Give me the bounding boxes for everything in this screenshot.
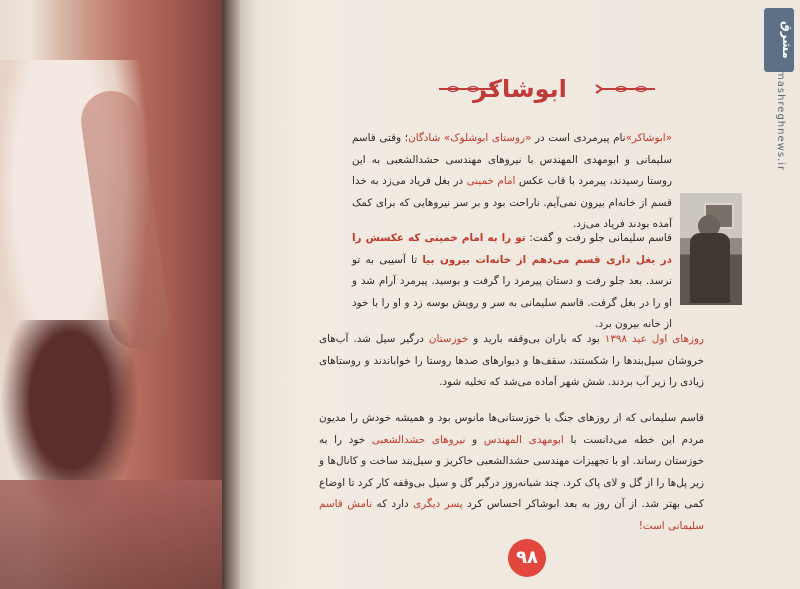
- paragraph-4: [319, 408, 704, 537]
- paragraph-3: [319, 329, 704, 394]
- page-title: ابوشاکر: [473, 75, 567, 103]
- text-segment: خود را به خوزستان رساند. او با تجهیزات مهندسی حشدالشعبی خاکریز و سیل‌بند ساخت و کانال‌ها و زیر پل‌ها را از گل و لای پاک کرد. چند شبانه‌روز درگیر گل و سیل بی‌وقفه کار کرد تا اوضاع کمی بهتر شد. از آن روز به بعد ابوشاکر احساس کرد: [319, 433, 704, 510]
- text-segment: در بغل فریاد می‌زد به خدا قسم از خانه‌ام بیرون نمی‌آیم. ناراحت بود و بر سر نیروهایی که برای کمک آمده بودند فریاد می‌زد.: [352, 175, 672, 230]
- text-segment: ابومهدی المهندس: [483, 433, 564, 446]
- inset-photo-embrace: [680, 193, 742, 305]
- text-segment: قاسم سلیمانی جلو رفت و گفت:: [525, 232, 672, 244]
- text-segment: تو را به امام خمینی که عکسش را در بغل داری قسم می‌دهم از خانه‌ات بیرون بیا: [352, 232, 672, 266]
- text-segment: و: [465, 433, 484, 446]
- text-segment: تا آسیبی به تو نرسد. بعد جلو رفت و دستان پیرمرد را گرفت و بوسید. پیرمرد آرام شد و او را در بغل گرفت. قاسم سلیمانی به سر و رویش بوسه زد و او را با خود از خانه بیرون برد.: [352, 253, 672, 330]
- inset-photo-body: [690, 233, 730, 303]
- text-segment: نیروهای حشدالشعبی: [371, 433, 466, 446]
- text-segment: پسر دیگری: [413, 498, 463, 510]
- text-segment: قاسم سلیمانی که از روزهای جنگ با خوزستانی‌ها مانوس بود و همیشه خودش را مدیون مردم این خطه می‌دانست با: [319, 412, 705, 446]
- text-segment: «ابوشاکر»: [625, 132, 672, 144]
- text-segment: بود که باران بی‌وقفه بارید و: [468, 333, 605, 345]
- text-segment: روزهای اول عید ۱۳۹۸: [604, 333, 705, 345]
- ornament-right-icon: [595, 84, 657, 94]
- title-box: [430, 72, 610, 106]
- mashregh-logo: مشرق: [764, 8, 794, 72]
- watermark-url: mashreghnews.ir: [775, 70, 786, 172]
- text-segment: نام پیرمردی است در: [531, 132, 626, 144]
- text-segment: ؛ وقتی قاسم سلیمانی و ابومهدی المهندس با نیروهای مهندسی حشدالشعبی به این روستا رسیدند، پیرمرد با قاب عکس: [352, 132, 673, 187]
- text-segment: درگیر سیل شد. آب‌های خروشان سیل‌بندها را شکستند، سقف‌ها و دیوارهای صدها روستا را خواباندند و روستاهای زیادی را زیر آب بردند. شش شهر آماده می‌شد که تخلیه شود.: [319, 333, 704, 388]
- photo-bottom-area: [0, 480, 232, 589]
- text-segment: خوزستان: [428, 333, 469, 345]
- text-segment: دارد که: [372, 498, 414, 510]
- text-segment: «روستای ابوشلوک» شادگان: [408, 132, 532, 144]
- text-segment: امام خمینی: [466, 175, 516, 187]
- text-segment: نامش قاسم سلیمانی است!: [319, 498, 704, 532]
- paragraph-1: [352, 128, 672, 236]
- paragraph-2: [352, 228, 672, 336]
- text-page-right: [240, 0, 800, 589]
- photo-page-left: [0, 0, 232, 589]
- page-number-badge: ۹۸: [508, 539, 546, 577]
